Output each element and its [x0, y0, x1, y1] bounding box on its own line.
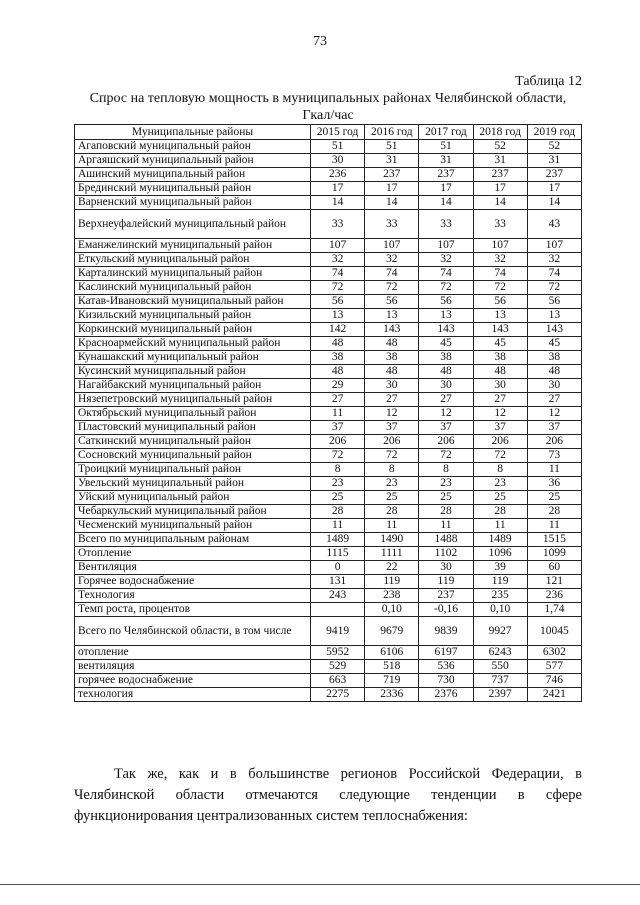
row-value: 25 [365, 491, 419, 505]
row-value: 11 [311, 407, 365, 421]
row-value: 27 [365, 393, 419, 407]
row-value: 237 [365, 168, 419, 182]
row-value: 33 [473, 210, 527, 239]
row-value: 25 [527, 491, 581, 505]
row-value: 23 [419, 477, 473, 491]
row-value: 72 [527, 281, 581, 295]
row-label: Сосновский муниципальный район [75, 449, 311, 463]
row-value: 13 [419, 309, 473, 323]
row-value: 51 [419, 140, 473, 154]
row-value: 9927 [473, 617, 527, 646]
body-paragraph: Так же, как и в большинстве регионов Российской Федерации, в Челябинской области отмечаются следующие тенденции в сфере функционирования централизованных систем теплоснабжения: [74, 766, 582, 824]
row-value: 1111 [365, 547, 419, 561]
table-row [75, 674, 582, 688]
row-value: 72 [311, 449, 365, 463]
row-value: 48 [473, 365, 527, 379]
row-label: Всего по муниципальным районам [75, 533, 311, 547]
row-value: 72 [473, 449, 527, 463]
row-label: Горячее водоснабжение [75, 575, 311, 589]
table-row [75, 210, 582, 239]
row-value: 56 [311, 295, 365, 309]
table-row [75, 365, 582, 379]
row-value: 238 [365, 589, 419, 603]
row-value: 11 [365, 519, 419, 533]
row-value: 48 [419, 365, 473, 379]
row-value: 11 [311, 519, 365, 533]
row-value: 14 [527, 196, 581, 210]
row-value: 48 [365, 337, 419, 351]
row-value: 30 [419, 379, 473, 393]
row-value: 30 [419, 561, 473, 575]
row-value: 243 [311, 589, 365, 603]
row-value: 25 [419, 491, 473, 505]
row-value: 13 [473, 309, 527, 323]
row-value: 206 [527, 435, 581, 449]
table-row [75, 505, 582, 519]
header-municipal-districts: Муниципальные районы [75, 125, 311, 140]
row-value: 38 [311, 351, 365, 365]
row-value: 663 [311, 674, 365, 688]
row-value: 1515 [527, 533, 581, 547]
row-value: 730 [419, 674, 473, 688]
row-label: отопление [75, 646, 311, 660]
row-value: 577 [527, 660, 581, 674]
row-label: Верхнеуфалейский муниципальный район [75, 210, 311, 239]
row-value: 25 [473, 491, 527, 505]
row-value: 1488 [419, 533, 473, 547]
row-value: 2275 [311, 688, 365, 702]
row-value: 37 [419, 421, 473, 435]
row-value: 31 [473, 154, 527, 168]
row-value: 29 [311, 379, 365, 393]
row-value: 27 [527, 393, 581, 407]
row-value [311, 603, 365, 617]
row-value: 60 [527, 561, 581, 575]
row-value: 237 [527, 168, 581, 182]
row-label: Саткинский муниципальный район [75, 435, 311, 449]
row-value: 30 [527, 379, 581, 393]
row-label: Каслинский муниципальный район [75, 281, 311, 295]
row-value: 56 [365, 295, 419, 309]
row-label: Темп роста, процентов [75, 603, 311, 617]
row-value: 14 [365, 196, 419, 210]
row-value: 536 [419, 660, 473, 674]
row-value: 74 [473, 267, 527, 281]
row-value: 11 [473, 519, 527, 533]
row-value: 1489 [311, 533, 365, 547]
row-value: 119 [365, 575, 419, 589]
row-label: Ашинский муниципальный район [75, 168, 311, 182]
row-value: 17 [527, 182, 581, 196]
row-value: 37 [311, 421, 365, 435]
table-row [75, 477, 582, 491]
row-value: 38 [365, 351, 419, 365]
table-row [75, 449, 582, 463]
row-value: 1099 [527, 547, 581, 561]
row-value: 74 [527, 267, 581, 281]
row-value: 56 [473, 295, 527, 309]
row-value: 74 [419, 267, 473, 281]
row-value: 237 [473, 168, 527, 182]
row-value: 9839 [419, 617, 473, 646]
row-label: Октябрьский муниципальный район [75, 407, 311, 421]
row-value: 32 [365, 253, 419, 267]
table-row [75, 547, 582, 561]
row-value: 12 [473, 407, 527, 421]
row-value: 74 [365, 267, 419, 281]
table-row [75, 575, 582, 589]
table-row [75, 491, 582, 505]
row-label: Брединский муниципальный район [75, 182, 311, 196]
row-label: Еманжелинский муниципальный район [75, 239, 311, 253]
row-value: 30 [365, 379, 419, 393]
table-row [75, 309, 582, 323]
row-value: 8 [311, 463, 365, 477]
row-value: 206 [473, 435, 527, 449]
row-value: 142 [311, 323, 365, 337]
row-label: Коркинский муниципальный район [75, 323, 311, 337]
row-value: 1115 [311, 547, 365, 561]
row-value: 1489 [473, 533, 527, 547]
row-label: Уйский муниципальный район [75, 491, 311, 505]
row-value: 51 [365, 140, 419, 154]
table-row [75, 646, 582, 660]
row-value: 119 [419, 575, 473, 589]
row-value: 48 [311, 365, 365, 379]
table-row [75, 239, 582, 253]
row-value: 38 [419, 351, 473, 365]
row-value: 33 [419, 210, 473, 239]
row-label: Всего по Челябинской области, в том числе [75, 617, 311, 646]
row-label: Варненский муниципальный район [75, 196, 311, 210]
row-label: Карталинский муниципальный район [75, 267, 311, 281]
table-row [75, 168, 582, 182]
row-value: 107 [527, 239, 581, 253]
row-label: горячее водоснабжение [75, 674, 311, 688]
row-value: 17 [311, 182, 365, 196]
row-label: Еткульский муниципальный район [75, 253, 311, 267]
row-value: 17 [419, 182, 473, 196]
row-value: 119 [473, 575, 527, 589]
row-value: -0,16 [419, 603, 473, 617]
row-value: 25 [311, 491, 365, 505]
row-label: Троицкий муниципальный район [75, 463, 311, 477]
row-value: 74 [311, 267, 365, 281]
row-value: 56 [527, 295, 581, 309]
footer-divider [0, 884, 640, 885]
table-row [75, 351, 582, 365]
row-value: 6106 [365, 646, 419, 660]
row-value: 36 [527, 477, 581, 491]
row-value: 45 [419, 337, 473, 351]
row-value: 11 [527, 463, 581, 477]
table-row [75, 295, 582, 309]
table-header-row [75, 125, 582, 140]
row-value: 143 [365, 323, 419, 337]
row-value: 529 [311, 660, 365, 674]
row-value: 235 [473, 589, 527, 603]
row-value: 23 [365, 477, 419, 491]
row-value: 28 [311, 505, 365, 519]
row-value: 11 [419, 519, 473, 533]
row-value: 72 [365, 281, 419, 295]
row-value: 43 [527, 210, 581, 239]
row-value: 73 [527, 449, 581, 463]
row-value: 52 [527, 140, 581, 154]
row-value: 30 [473, 379, 527, 393]
row-value: 237 [419, 168, 473, 182]
row-value: 1102 [419, 547, 473, 561]
row-value: 10045 [527, 617, 581, 646]
row-value: 72 [419, 281, 473, 295]
row-value: 45 [473, 337, 527, 351]
header-year: 2015 год [311, 125, 365, 140]
row-value: 72 [419, 449, 473, 463]
table-row [75, 603, 582, 617]
row-value: 28 [419, 505, 473, 519]
row-value: 107 [473, 239, 527, 253]
table-row [75, 617, 582, 646]
table-row [75, 533, 582, 547]
row-value: 23 [311, 477, 365, 491]
row-value: 2336 [365, 688, 419, 702]
row-value: 31 [365, 154, 419, 168]
row-label: Кизильский муниципальный район [75, 309, 311, 323]
row-value: 38 [527, 351, 581, 365]
row-value: 206 [311, 435, 365, 449]
table-row [75, 660, 582, 674]
row-value: 11 [527, 519, 581, 533]
row-label: Вентиляция [75, 561, 311, 575]
row-value: 121 [527, 575, 581, 589]
row-value: 37 [365, 421, 419, 435]
row-value: 23 [473, 477, 527, 491]
row-value: 27 [419, 393, 473, 407]
table-row [75, 140, 582, 154]
row-value: 206 [419, 435, 473, 449]
row-value: 13 [527, 309, 581, 323]
table-row [75, 379, 582, 393]
row-value: 22 [365, 561, 419, 575]
table-row [75, 196, 582, 210]
row-value: 32 [311, 253, 365, 267]
row-label: Аргаяшский муниципальный район [75, 154, 311, 168]
row-value: 143 [527, 323, 581, 337]
row-value: 32 [527, 253, 581, 267]
row-value: 0 [311, 561, 365, 575]
row-value: 6197 [419, 646, 473, 660]
row-value: 14 [419, 196, 473, 210]
row-value: 237 [419, 589, 473, 603]
row-value: 31 [419, 154, 473, 168]
table-row [75, 435, 582, 449]
row-value: 17 [473, 182, 527, 196]
row-value: 31 [527, 154, 581, 168]
row-value: 6302 [527, 646, 581, 660]
header-year: 2017 год [419, 125, 473, 140]
row-value: 48 [311, 337, 365, 351]
row-value: 9679 [365, 617, 419, 646]
table-row [75, 421, 582, 435]
table-row [75, 407, 582, 421]
row-value: 48 [527, 365, 581, 379]
row-value: 236 [527, 589, 581, 603]
row-value: 1490 [365, 533, 419, 547]
row-value: 56 [419, 295, 473, 309]
row-label: Катав-Ивановский муниципальный район [75, 295, 311, 309]
row-value: 14 [311, 196, 365, 210]
row-value: 236 [311, 168, 365, 182]
row-value: 28 [473, 505, 527, 519]
row-value: 51 [311, 140, 365, 154]
row-label: Агаповский муниципальный район [75, 140, 311, 154]
table-row [75, 154, 582, 168]
row-value: 1,74 [527, 603, 581, 617]
row-value: 6243 [473, 646, 527, 660]
row-label: Красноармейский муниципальный район [75, 337, 311, 351]
table-row [75, 267, 582, 281]
row-value: 52 [473, 140, 527, 154]
header-year: 2018 год [473, 125, 527, 140]
heat-demand-table [74, 124, 582, 702]
row-value: 737 [473, 674, 527, 688]
row-value: 32 [473, 253, 527, 267]
row-value: 32 [419, 253, 473, 267]
row-value: 38 [473, 351, 527, 365]
row-value: 17 [365, 182, 419, 196]
row-value: 8 [419, 463, 473, 477]
row-value: 33 [365, 210, 419, 239]
row-label: Нагайбакский муниципальный район [75, 379, 311, 393]
row-value: 518 [365, 660, 419, 674]
row-label: Нязепетровский муниципальный район [75, 393, 311, 407]
row-value: 746 [527, 674, 581, 688]
row-value: 0,10 [365, 603, 419, 617]
row-value: 107 [365, 239, 419, 253]
table-row [75, 561, 582, 575]
row-value: 107 [311, 239, 365, 253]
row-value: 131 [311, 575, 365, 589]
row-value: 13 [311, 309, 365, 323]
row-value: 28 [365, 505, 419, 519]
row-value: 45 [527, 337, 581, 351]
header-year: 2016 год [365, 125, 419, 140]
row-value: 13 [365, 309, 419, 323]
row-value: 2376 [419, 688, 473, 702]
row-label: Пластовский муниципальный район [75, 421, 311, 435]
table-row [75, 519, 582, 533]
table-row [75, 182, 582, 196]
row-label: вентиляция [75, 660, 311, 674]
row-value: 37 [473, 421, 527, 435]
table-body [75, 140, 582, 702]
row-value: 72 [473, 281, 527, 295]
row-label: Технология [75, 589, 311, 603]
table-row [75, 463, 582, 477]
row-value: 12 [365, 407, 419, 421]
table-row [75, 589, 582, 603]
table-title: Спрос на тепловую мощность в муниципальных районах Челябинской области, Гкал/час [89, 91, 567, 123]
row-label: Чебаркульский муниципальный район [75, 505, 311, 519]
table-row [75, 337, 582, 351]
row-value: 48 [365, 365, 419, 379]
row-value: 2397 [473, 688, 527, 702]
row-value: 12 [419, 407, 473, 421]
row-value: 9419 [311, 617, 365, 646]
table-row [75, 253, 582, 267]
row-value: 27 [311, 393, 365, 407]
row-value: 14 [473, 196, 527, 210]
row-value: 1096 [473, 547, 527, 561]
row-label: Кусинский муниципальный район [75, 365, 311, 379]
row-value: 0,10 [473, 603, 527, 617]
table-row [75, 281, 582, 295]
row-value: 27 [473, 393, 527, 407]
row-value: 72 [311, 281, 365, 295]
row-label: Отопление [75, 547, 311, 561]
row-value: 12 [527, 407, 581, 421]
row-value: 719 [365, 674, 419, 688]
header-year: 2019 год [527, 125, 581, 140]
row-value: 107 [419, 239, 473, 253]
row-value: 143 [473, 323, 527, 337]
row-value: 8 [473, 463, 527, 477]
page-number: 73 [313, 34, 327, 49]
table-caption: Таблица 12 [515, 74, 582, 89]
row-value: 39 [473, 561, 527, 575]
row-label: Чесменский муниципальный район [75, 519, 311, 533]
row-value: 143 [419, 323, 473, 337]
row-value: 5952 [311, 646, 365, 660]
row-value: 550 [473, 660, 527, 674]
row-label: технология [75, 688, 311, 702]
row-value: 72 [365, 449, 419, 463]
row-label: Увельский муниципальный район [75, 477, 311, 491]
row-value: 37 [527, 421, 581, 435]
row-value: 2421 [527, 688, 581, 702]
row-value: 206 [365, 435, 419, 449]
row-value: 33 [311, 210, 365, 239]
row-label: Кунашакский муниципальный район [75, 351, 311, 365]
row-value: 8 [365, 463, 419, 477]
row-value: 30 [311, 154, 365, 168]
row-value: 28 [527, 505, 581, 519]
table-row [75, 323, 582, 337]
table-row [75, 393, 582, 407]
table-row [75, 688, 582, 702]
